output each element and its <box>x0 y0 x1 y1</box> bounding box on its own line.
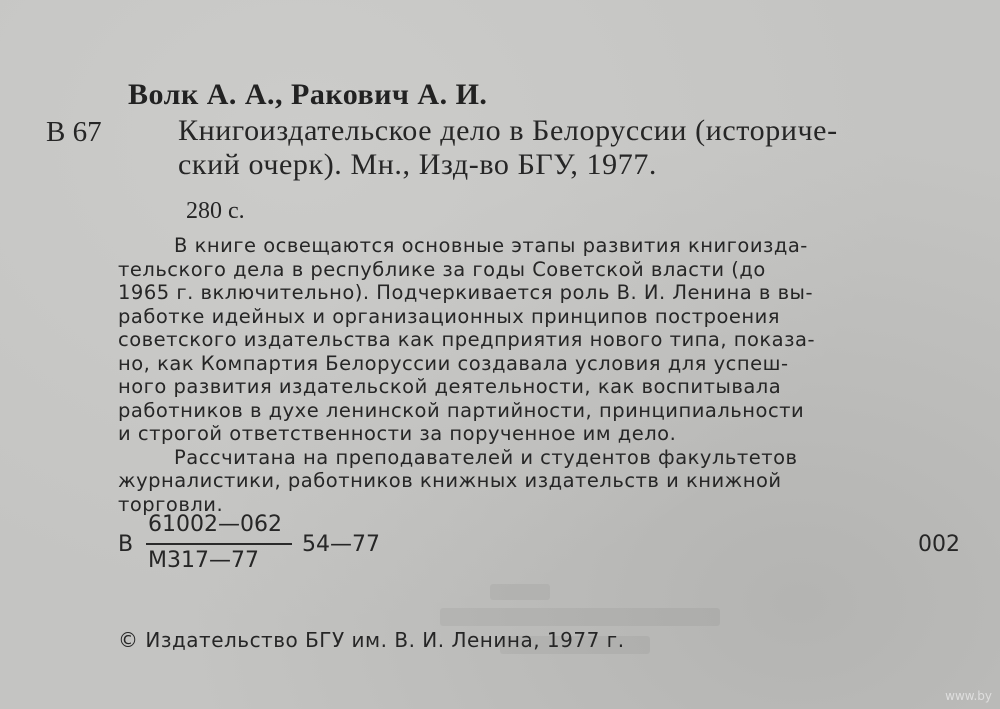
annotation-line: советского издательства как предприятия нового типа, показа- <box>118 328 815 351</box>
authors: Волк А. А., Ракович А. И. <box>128 78 488 111</box>
watermark: www.by <box>945 689 992 703</box>
bbk-denominator: М317—77 <box>148 548 259 573</box>
bbk-numerator: 61002—062 <box>148 512 282 537</box>
annotation-line: работке идейных и организационных принципов построения <box>118 304 781 328</box>
bbk-right-code: 002 <box>918 532 960 557</box>
annotation-line: Рассчитана на преподавателей и студентов факультетов <box>174 445 798 469</box>
annotation-line: тельского дела в республике за годы Советской власти (до <box>118 257 766 281</box>
bbk-letter: В <box>118 532 134 557</box>
fraction-divider <box>146 543 292 545</box>
annotation-line: работников в духе ленинской партийности, принципиальности <box>118 398 805 422</box>
annotation-line: журналистики, работников книжных издательств и книжной <box>118 469 782 492</box>
show-through-text <box>430 578 730 668</box>
annotation-line: торговли. <box>118 492 224 516</box>
copyright-line: © Издательство БГУ им. В. И. Ленина, 1977 г. <box>118 628 625 652</box>
annotation-line: 1965 г. включительно). Подчеркивается роль В. И. Ленина в вы- <box>118 281 813 304</box>
bbk-price-code: 54—77 <box>302 532 380 557</box>
annotation-line: и строгой ответственности за порученное им дело. <box>118 422 677 445</box>
annotation-line: В книге освещаются основные этапы развития книгоизда- <box>174 234 808 257</box>
annotation-line: ного развития издательской деятельности, как воспитывала <box>118 375 782 398</box>
title-line-1: Книгоиздательское дело в Белоруссии (историче- <box>178 114 838 147</box>
catalog-code: В 67 <box>46 116 102 148</box>
annotation-line: но, как Компартия Белоруссии создавала условия для успеш- <box>118 351 789 375</box>
annotation <box>118 234 958 516</box>
page-count: 280 с. <box>186 198 245 224</box>
title-line-2: ский очерк). Мн., Изд-во БГУ, 1977. <box>178 148 658 181</box>
